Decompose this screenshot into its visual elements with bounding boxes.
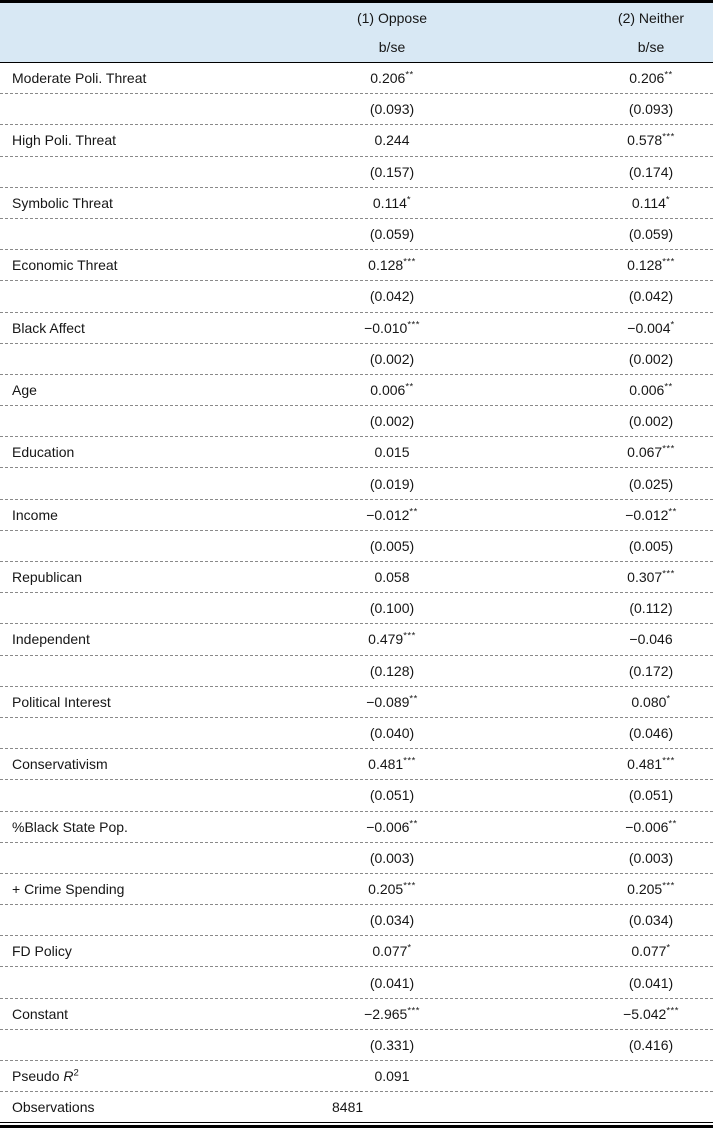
coefficient-row (0, 562, 713, 593)
col1-value: 0.206** (370, 69, 414, 87)
standard-error-row (0, 593, 713, 624)
col2-value: 0.006** (629, 381, 673, 398)
col1-value: (0.041) (369, 974, 415, 991)
col2-value: (0.172) (628, 662, 674, 679)
col2-value: −0.046 (629, 631, 673, 648)
significance-stars: *** (403, 256, 416, 268)
significance-stars: * (407, 942, 412, 954)
col1-value: −2.965*** (364, 1005, 420, 1022)
standard-error-row (0, 843, 713, 874)
col1-title: (1) Oppose (356, 10, 428, 27)
variable-label: Constant (12, 1005, 69, 1022)
col2-value: 0.067*** (627, 443, 675, 461)
coefficient-row (0, 500, 713, 531)
significance-stars: ** (409, 817, 418, 829)
standard-error-row (0, 468, 713, 499)
col1-value: (0.042) (369, 288, 415, 305)
col2-value: (0.416) (628, 1036, 674, 1053)
col2-value: (0.003) (628, 849, 674, 866)
standard-error-row (0, 718, 713, 749)
significance-stars: ** (405, 69, 414, 81)
col1-value: 0.479*** (368, 630, 416, 648)
significance-stars: *** (403, 880, 416, 892)
col2-value: −5.042*** (623, 1005, 679, 1022)
col2-value: (0.059) (628, 226, 674, 243)
col2-value: 0.077* (631, 942, 671, 960)
col2-value: 0.307*** (627, 568, 675, 586)
significance-stars: ** (664, 69, 673, 81)
variable-label: Age (12, 381, 37, 398)
col2-value: −0.006** (625, 817, 677, 835)
variable-label: Economic Threat (12, 257, 118, 274)
col1-value: (0.005) (369, 537, 415, 554)
table-body-section (0, 63, 713, 1123)
pseudo-r2-value: 0.091 (374, 1068, 410, 1085)
col2-value: 0.481*** (627, 755, 675, 773)
col1-value: (0.019) (369, 475, 415, 492)
col2-value: 0.578*** (627, 131, 675, 149)
col2-value: (0.174) (628, 163, 674, 180)
col2-value: (0.002) (628, 413, 674, 430)
standard-error-row (0, 905, 713, 936)
col2-value: (0.051) (628, 787, 674, 804)
variable-label: Moderate Poli. Threat (12, 70, 147, 87)
coefficient-row (0, 63, 713, 94)
col2-value: (0.025) (628, 475, 674, 492)
standard-error-row (0, 1030, 713, 1061)
table-header (0, 3, 713, 63)
col2-subtitle: b/se (637, 38, 665, 55)
significance-stars: * (670, 318, 675, 330)
significance-stars: *** (662, 131, 675, 143)
header-subtitle-row (0, 33, 713, 62)
col2-value: (0.041) (628, 974, 674, 991)
col1-value: 0.006** (370, 381, 414, 398)
variable-label: FD Policy (12, 943, 72, 960)
col1-value: (0.100) (369, 600, 415, 617)
coefficient-row (0, 125, 713, 156)
observations-label: Observations (12, 1099, 95, 1116)
observations-value: 8481 (332, 1099, 364, 1116)
pseudo-r2-prefix: Pseudo (12, 1068, 64, 1085)
col1-value: (0.128) (369, 662, 415, 679)
pseudo-r2-label (0, 1068, 292, 1084)
standard-error-row (0, 157, 713, 188)
col1-value: −0.012** (366, 506, 418, 523)
col1-value: −0.010*** (364, 318, 420, 336)
col2-value: 0.114* (631, 194, 671, 211)
col2-value: (0.046) (628, 725, 674, 742)
pseudo-r2-row (0, 1061, 713, 1092)
coefficient-row (0, 812, 713, 843)
significance-stars: *** (662, 256, 675, 268)
coefficient-row (0, 375, 713, 406)
significance-stars: ** (409, 506, 418, 518)
standard-error-row (0, 406, 713, 437)
col1-value: (0.157) (369, 163, 415, 180)
col2-value: 0.206** (629, 69, 673, 87)
col1-value: 0.058 (374, 569, 410, 586)
header-title-row (0, 4, 713, 33)
variable-label: %Black State Pop. (12, 818, 128, 835)
col1-value: (0.093) (369, 101, 415, 118)
col2-title: (2) Neither (617, 10, 685, 27)
standard-error-row (0, 281, 713, 312)
col1-value: (0.040) (369, 725, 415, 742)
col1-value: (0.003) (369, 849, 415, 866)
variable-label: + Crime Spending (12, 880, 125, 897)
col1-value: (0.002) (369, 413, 415, 430)
standard-error-row (0, 531, 713, 562)
col2-value: (0.005) (628, 537, 674, 554)
col2-value: 0.080* (631, 693, 671, 710)
significance-stars: * (666, 693, 671, 705)
coefficient-row (0, 936, 713, 967)
coefficient-row (0, 188, 713, 219)
significance-stars: ** (405, 381, 414, 393)
significance-stars: * (666, 942, 671, 954)
col1-value: (0.059) (369, 226, 415, 243)
col1-value: 0.114* (372, 194, 412, 211)
significance-stars: *** (403, 755, 416, 767)
variable-label: Political Interest (12, 693, 111, 710)
col1-value: 0.244 (374, 132, 410, 149)
col1-value: (0.331) (369, 1036, 415, 1053)
col1-value: −0.006** (366, 817, 418, 835)
col1-value: 0.128*** (368, 256, 416, 274)
col2-value: −0.012** (625, 506, 677, 523)
significance-stars: ** (409, 693, 418, 705)
significance-stars: ** (668, 506, 677, 518)
col1-value: 0.481*** (368, 755, 416, 773)
col1-value: 0.015 (374, 444, 410, 461)
col2-value: (0.002) (628, 350, 674, 367)
col2-value: −0.004* (627, 318, 675, 336)
variable-label: Education (12, 444, 75, 461)
standard-error-row (0, 94, 713, 125)
variable-label: Black Affect (12, 319, 85, 336)
standard-error-row (0, 344, 713, 375)
standard-error-row (0, 780, 713, 811)
significance-stars: *** (662, 443, 675, 455)
significance-stars: *** (662, 568, 675, 580)
variable-label: Symbolic Threat (12, 194, 113, 211)
significance-stars: *** (666, 1005, 679, 1017)
col2-value: (0.042) (628, 288, 674, 305)
standard-error-row (0, 219, 713, 250)
standard-error-row (0, 656, 713, 687)
coefficient-row (0, 999, 713, 1030)
col1-value: (0.051) (369, 787, 415, 804)
variable-label: Republican (12, 569, 83, 586)
coefficient-row (0, 624, 713, 655)
col2-value: 0.128*** (627, 256, 675, 274)
col2-value: 0.205*** (627, 880, 675, 897)
col1-value: (0.002) (369, 350, 415, 367)
coefficient-row (0, 250, 713, 281)
coefficient-row (0, 687, 713, 718)
col1-value: −0.089** (366, 693, 418, 710)
observations-row (0, 1092, 713, 1123)
col2-value: (0.093) (628, 101, 674, 118)
bottom-rule (0, 1125, 713, 1128)
significance-stars: *** (662, 755, 675, 767)
standard-error-row (0, 967, 713, 998)
col1-subtitle: b/se (378, 38, 406, 55)
coefficient-row (0, 313, 713, 344)
pseudo-r2-exponent: 2 (73, 1067, 80, 1079)
col2-value: (0.112) (629, 600, 673, 617)
coefficient-row (0, 437, 713, 468)
variable-label: High Poli. Threat (12, 132, 117, 149)
variable-label: Independent (12, 631, 90, 648)
significance-stars: *** (407, 318, 420, 330)
variable-label: Conservativism (12, 756, 108, 773)
significance-stars: *** (662, 880, 675, 892)
coefficient-row (0, 749, 713, 780)
variable-label: Income (12, 506, 58, 523)
col1-value: 0.077* (372, 942, 412, 960)
significance-stars: * (406, 194, 412, 206)
table-body (0, 63, 713, 1061)
col1-value: 0.205*** (368, 880, 416, 897)
significance-stars: ** (664, 381, 673, 393)
pseudo-r2-symbol: R (63, 1068, 74, 1085)
significance-stars: * (665, 194, 671, 206)
significance-stars: *** (403, 630, 416, 642)
significance-stars: ** (668, 817, 677, 829)
coefficient-row (0, 874, 713, 905)
col1-value: (0.034) (369, 912, 415, 929)
significance-stars: *** (407, 1005, 420, 1017)
col2-value: (0.034) (628, 912, 674, 929)
